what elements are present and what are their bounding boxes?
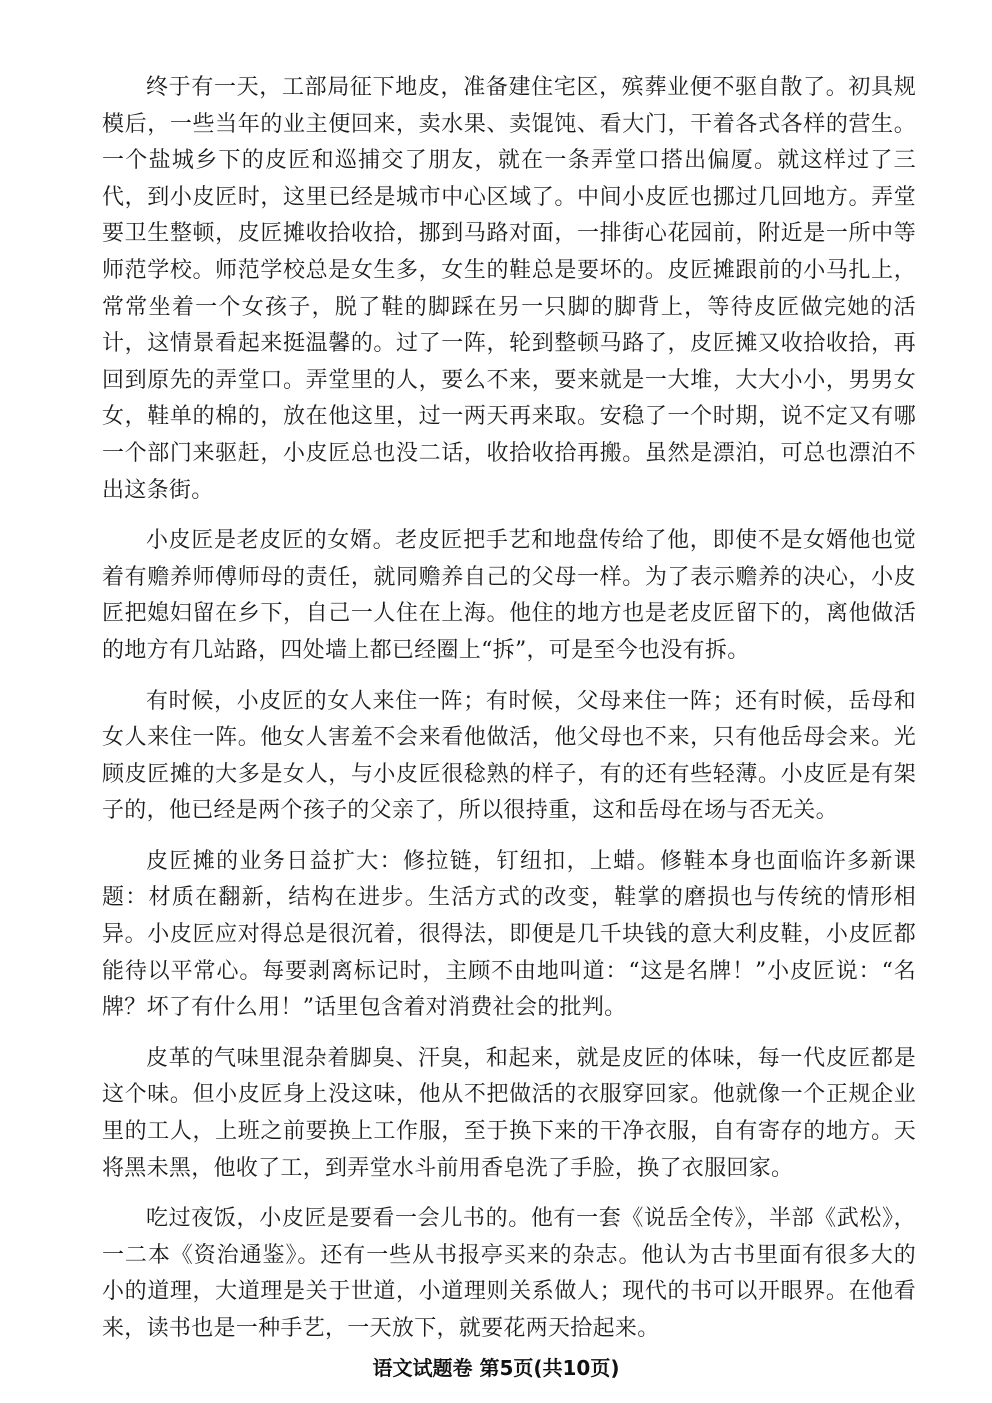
article-body [102, 70, 916, 1362]
paragraph: 有时候，小皮匠的女人来住一阵；有时候，父母来住一阵；还有时候，岳母和女人来住一阵。他女人害羞不会来看他做活，他父母也不来，只有他岳母会来。光顾皮匠摊的大多是女人，与小皮匠很稔熟的样子，有的还有些轻薄。小皮匠是有架子的，他已经是两个孩子的父亲了，所以很持重，这和岳母在场与否无关。 [102, 688, 916, 824]
paragraph: 吃过夜饭，小皮匠是要看一会儿书的。他有一套《说岳全传》，半部《武松》，一二本《资治通鉴》。还有一些从书报亭买来的杂志。他认为古书里面有很多大的小的道理，大道理是关于世道，小道理则关系做人；现代的书可以开眼界。在他看来，读书也是一种手艺，一天放下，就要花两天拾起来。 [102, 1206, 916, 1341]
paragraph: 皮匠摊的业务日益扩大：修拉链，钉纽扣，上蜡。修鞋本身也面临许多新课题：材质在翻新，结构在进步。生活方式的改变，鞋掌的磨损也与传统的情形相异。小皮匠应对得总是很沉着，很得法，即便是几千块钱的意大利皮鞋，小皮匠都能待以平常心。每要剥离标记时，主顾不由地叫道：“这是名牌！”小皮匠说：“名牌？坏了有什么用！”话里包含着对消费社会的批判。 [102, 848, 916, 1021]
paragraph: 皮革的气味里混杂着脚臭、汗臭，和起来，就是皮匠的体味，每一代皮匠都是这个味。但小皮匠身上没这味，他从不把做活的衣服穿回家。他就像一个正规企业里的工人，上班之前要换上工作服，至于换下来的干净衣服，自有寄存的地方。天将黑未黑，他收了工，到弄堂水斗前用香皂洗了手脸，换了衣服回家。 [102, 1045, 916, 1181]
paragraph: 小皮匠是老皮匠的女婿。老皮匠把手艺和地盘传给了他，即使不是女婿他也觉着有赡养师傅师母的责任，就同赡养自己的父母一样。为了表示赡养的决心，小皮匠把媳妇留在乡下，自己一人住在上海。他住的地方也是老皮匠留下的，离他做活的地方有几站路，四处墙上都已经圈上“拆”，可是至今也没有拆。 [102, 528, 916, 663]
page-footer: 语文试题卷 第5页(共10页) [372, 1356, 620, 1380]
paragraph: 终于有一天，工部局征下地皮，准备建住宅区，殡葬业便不驱自散了。初具规模后，一些当年的业主便回来，卖水果、卖馄饨、看大门，干着各式各样的营生。一个盐城乡下的皮匠和巡捕交了朋友，就在一条弄堂口搭出偏厦。就这样过了三代，到小皮匠时，这里已经是城市中心区域了。中间小皮匠也挪过几回地方。弄堂要卫生整顿，皮匠摊收拾收拾，挪到马路对面，一排街心花园前，附近是一所中等师范学校。师范学校总是女生多，女生的鞋总是要坏的。皮匠摊跟前的小马扎上，常常坐着一个女孩子，脱了鞋的脚踩在另一只脚的脚背上，等待皮匠做完她的活计，这情景看起来挺温馨的。过了一阵，轮到整顿马路了，皮匠摊又收拾收拾，再回到原先的弄堂口。弄堂里的人，要么不来，要来就是一大堆，大大小小，男男女女，鞋单的棉的，放在他这里，过一两天再来取。安稳了一个时期，说不定又有哪一个部门来驱赶，小皮匠总也没二话，收拾收拾再搬。虽然是漂泊，可总也漂泊不出这条街。 [102, 75, 916, 503]
